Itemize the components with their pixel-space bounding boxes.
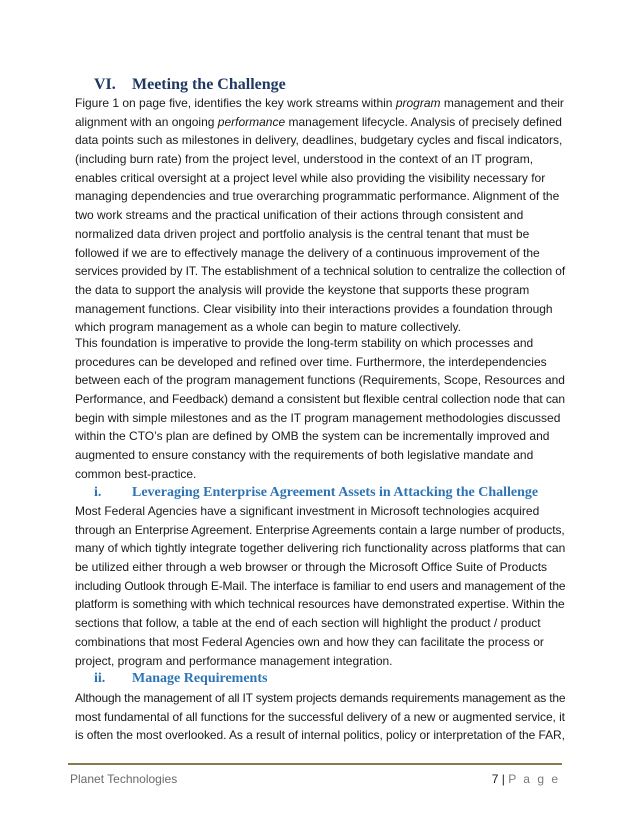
text-line: through an Enterprise Agreement. Enterprise Agreements contain a large number of products, bbox=[75, 522, 565, 537]
section-number: VI. bbox=[94, 76, 116, 93]
section-title: Meeting the Challenge bbox=[132, 76, 286, 93]
text-line: Figure 1 on page five, identifies the key work streams within program management and their bbox=[75, 96, 564, 110]
text-line: be utilized either through a web browser or through the Microsoft Office Suite of Products bbox=[75, 560, 548, 575]
text-line: the data to support the analysis will provide the keystone that supports these program bbox=[75, 282, 530, 297]
section-heading bbox=[94, 76, 286, 94]
text-line: common best-practice. bbox=[75, 466, 197, 481]
subsection-heading-ii bbox=[94, 671, 267, 687]
paragraph-1 bbox=[75, 94, 565, 337]
text-line: Most Federal Agencies have a significant investment in Microsoft technologies acquired bbox=[75, 504, 540, 518]
text-line: sections that follow, a table at the end of each section will highlight the product / product bbox=[75, 616, 541, 631]
text-line: Although the management of all IT system projects demands requirements management as the bbox=[75, 691, 566, 705]
paragraph-2 bbox=[75, 334, 565, 484]
text-line: managing dependencies and true overarching programmatic performance. Alignment of the bbox=[75, 189, 560, 204]
text-line: which program management as a whole can begin to mature collectively. bbox=[75, 320, 461, 335]
footer-company: Planet Technologies bbox=[70, 772, 178, 786]
paragraph-3 bbox=[75, 502, 565, 670]
text-line: This foundation is imperative to provide the long-term stability on which processes and bbox=[75, 336, 534, 350]
text-line: procedures can be developed and refined over time. Furthermore, the interdependencies bbox=[75, 354, 547, 369]
text-line: within the CTO’s plan are defined by OMB the system can be incrementally improved and bbox=[75, 429, 550, 444]
text-line: (including burn rate) from the project level, understood in the context of an IT program, bbox=[75, 152, 534, 167]
text-line: many of which tightly integrate together delivering rich functionality across platforms that can bbox=[75, 541, 566, 556]
page-number: 7 bbox=[491, 772, 499, 786]
text-line: two work streams and the practical unification of their actions through consistent and bbox=[75, 208, 524, 223]
text-line: augmented to ensure constancy with the requirements of both legislative mandate and bbox=[75, 448, 534, 463]
text-line: begin with simple milestones and as the IT program management methodologies discussed bbox=[75, 410, 561, 425]
subsection-title: Leveraging Enterprise Agreement Assets in Attacking the Challenge bbox=[132, 485, 539, 500]
text-line: project, program and performance management integration. bbox=[75, 653, 393, 668]
text-line: management functions. Clear visibility into their interactions provides a foundation through bbox=[75, 301, 553, 316]
subsection-number: i. bbox=[94, 485, 102, 500]
text-line: normalized data driven project and portfolio analysis is the central tenant that must be bbox=[75, 226, 530, 241]
paragraph-4 bbox=[75, 689, 565, 745]
text-line: followed if we are to effectively manage the delivery of a continuous improvement of the bbox=[75, 245, 540, 260]
page-word: P a g e bbox=[508, 772, 560, 786]
text-line: platform is something with which technical resources have demonstrated expertise. Within the bbox=[75, 597, 565, 612]
text-line: alignment with an ongoing performance management lifecycle. Analysis of precisely defined bbox=[75, 114, 562, 129]
text-line: services provided by IT. The establishment of a technical solution to centralize the collection of bbox=[75, 264, 566, 279]
text-line: combinations that most Federal Agencies own and how they can facilitate the process or bbox=[75, 634, 544, 649]
footer-rule bbox=[68, 763, 562, 765]
page-separator: | bbox=[501, 772, 505, 786]
subsection-number: ii. bbox=[94, 671, 106, 686]
text-line: Performance, and Feedback) demand a consistent but flexible central collection node that can bbox=[75, 392, 565, 407]
text-line: between each of the program management functions (Requirements, Scope, Resources and bbox=[75, 373, 565, 388]
text-line: enables critical oversight at a project level while also providing the visibility necessary for bbox=[75, 170, 546, 185]
text-line: data points such as milestones in delivery, deadlines, budgetary cycles and fiscal indicators, bbox=[75, 133, 563, 148]
text-line: is often the most overlooked. As a result of internal politics, policy or interpretation of the FAR, bbox=[75, 728, 565, 743]
footer-page bbox=[492, 772, 560, 786]
text-line: including Outlook through E-Mail. The interface is familiar to end users and management of the bbox=[75, 578, 566, 593]
subsection-heading-i bbox=[94, 485, 538, 501]
subsection-title: Manage Requirements bbox=[132, 671, 268, 686]
text-line: most fundamental of all functions for the successful delivery of a new or augmented service, it bbox=[75, 709, 565, 724]
